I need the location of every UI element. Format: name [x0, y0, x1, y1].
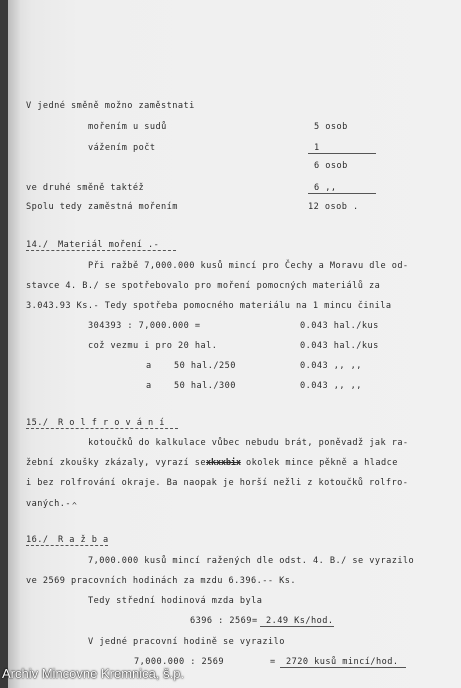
- s15-line-3: i bez rolfrování okraje. Ba naopak je horší nežli z kotoučků rolfro-: [26, 478, 409, 488]
- s16-result-underline-2: [280, 667, 406, 668]
- s16-line-6-calc: 7,000.000 : 2569: [134, 657, 224, 667]
- sum-rule-2: [308, 193, 376, 194]
- s14-line-1: Při ražbě 7,000.000 kusů mincí pro Čechy a Moravu dle od-: [88, 261, 409, 271]
- s16-line-1: 7,000.000 kusů mincí ražených dle odst. 4. B./ se vyrazilo: [88, 556, 415, 566]
- section-16-underline: [26, 545, 108, 546]
- s16-result-underline-1: [260, 626, 334, 627]
- s15-line-2a: žební zkoušky zkázaly, vyrazí se: [26, 458, 206, 468]
- s16-line-5: V jedné pracovní hodině se vyrazilo: [88, 637, 285, 647]
- section-15-underline: [26, 428, 178, 429]
- staff-line-5: ve druhé směně taktéž: [26, 183, 145, 193]
- s14-row-3-prefix: a: [146, 361, 152, 371]
- s16-line-3: Tedy střední hodinová mzda byla: [88, 596, 263, 606]
- section-15-title: R o l f r o v á n í: [58, 418, 165, 428]
- staff-value-3: 1: [314, 143, 320, 153]
- s14-row-1-calc: 304393 : 7,000.000 =: [88, 321, 201, 331]
- staff-value-5: 6 ,,: [314, 183, 337, 193]
- s14-row-3-result: 0.043 ,, ,,: [300, 361, 362, 371]
- staff-line-3: vážením počt: [88, 143, 156, 153]
- section-16-title: R a ž b a: [58, 535, 109, 545]
- s16-line-4-equals: =: [252, 616, 258, 626]
- staff-line-1: V jedné směně možno zaměstnati: [26, 101, 195, 111]
- section-16-number: 16./: [26, 535, 49, 545]
- s14-row-2-result: 0.043 hal./kus: [300, 341, 379, 351]
- section-14-title: Materiál moření .-: [58, 240, 160, 250]
- s15-strikeout: xkxxbix: [206, 458, 241, 468]
- s14-row-4-result: 0.043 ,, ,,: [300, 381, 362, 391]
- s15-line-2b: okolek mince pěkně a hladce: [246, 458, 398, 468]
- s16-line-6-result: 2720 kusů mincí/hod.: [286, 657, 399, 667]
- document-page: [8, 0, 461, 688]
- sum-rule-1: [308, 153, 376, 154]
- section-14-underline: [26, 250, 176, 251]
- staff-value-4: 6 osob: [314, 161, 348, 171]
- s14-row-1-result: 0.043 hal./kus: [300, 321, 379, 331]
- s14-line-3: 3.043.93 Ks.- Tedy spotřeba pomocného materiálu na 1 mincu činila: [26, 301, 392, 311]
- staff-line-2: mořením u sudů: [88, 122, 167, 132]
- s16-line-4-result: 2.49 Ks/hod.: [266, 616, 334, 626]
- section-14-number: 14./: [26, 240, 49, 250]
- s15-line-1: kotoučků do kalkulace vůbec nebudu brát, poněvadž jak ra-: [88, 438, 409, 448]
- s14-row-4-prefix: a: [146, 381, 152, 391]
- s14-row-3-label: 50 hal./250: [174, 361, 236, 371]
- staff-line-6: Spolu tedy zaměstná mořením: [26, 202, 178, 212]
- insertion-caret: ^: [72, 501, 77, 510]
- section-15-number: 15./: [26, 418, 49, 428]
- s14-line-2: stavce 4. B./ se spotřebovalo pro moření pomocných materiálů za: [26, 281, 381, 291]
- archive-watermark: Archiv Mincovne Kremnica, š.p.: [2, 666, 185, 681]
- s16-line-2: ve 2569 pracovních hodinách za mzdu 6.396.-- Ks.: [26, 576, 296, 586]
- staff-value-2: 5 osob: [314, 122, 348, 132]
- s14-row-4-label: 50 hal./300: [174, 381, 236, 391]
- s16-line-4-calc: 6396 : 2569: [190, 616, 252, 626]
- s16-line-6-equals: =: [270, 657, 276, 667]
- s14-row-2-label: což vezmu i pro 20 hal.: [88, 341, 218, 351]
- s15-line-4: vaných.-: [26, 499, 71, 509]
- staff-value-6: 12 osob .: [308, 202, 359, 212]
- page-binding-shadow: [8, 0, 20, 688]
